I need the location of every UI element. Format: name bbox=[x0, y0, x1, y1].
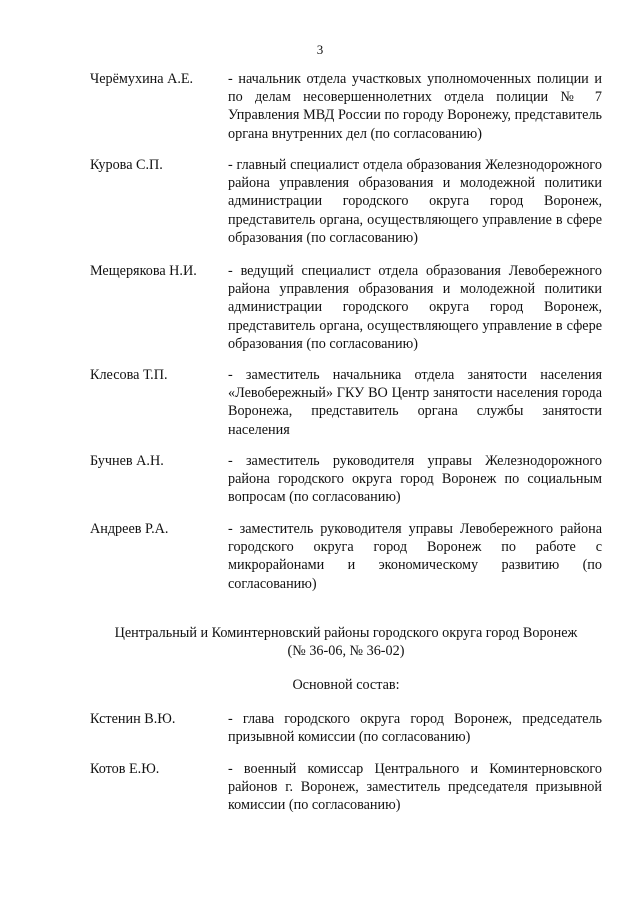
member-entry bbox=[90, 366, 602, 439]
member-entry bbox=[90, 452, 602, 507]
member-description: - военный комиссар Центрального и Коминтерновского районов г. Воронеж, заместитель председателя призывной комиссии (по согласованию) bbox=[228, 761, 602, 814]
section-title-numbers: (№ 36-06, № 36-02) bbox=[287, 643, 405, 660]
member-description: - ведущий специалист отдела образования Левобережного района управления образования и молодежной политики администрации городского округа город Воронеж, представитель органа, осуществляющего управление в сфере образования (по согласованию) bbox=[228, 263, 602, 352]
member-name: Бучнев А.Н. bbox=[90, 453, 164, 469]
section-title bbox=[86, 624, 606, 660]
member-entry bbox=[90, 262, 602, 353]
member-name: Андреев Р.А. bbox=[90, 521, 169, 537]
member-name: Курова С.П. bbox=[90, 157, 163, 173]
member-description: - заместитель руководителя управы Железнодорожного района городского округа город Воронеж по социальным вопросам (по согласованию) bbox=[228, 453, 602, 506]
member-name: Котов Е.Ю. bbox=[90, 761, 160, 777]
member-name: Мещерякова Н.И. bbox=[90, 263, 197, 279]
member-entry bbox=[90, 70, 602, 143]
member-description: - глава городского округа город Воронеж, председатель призывной комиссии (по согласованию) bbox=[228, 711, 602, 746]
member-name: Кстенин В.Ю. bbox=[90, 711, 176, 727]
member-name: Клесова Т.П. bbox=[90, 367, 168, 383]
page-number: 3 bbox=[316, 42, 324, 57]
member-description: - главный специалист отдела образования Железнодорожного района управления образования и молодежной политики администрации городского округа город Воронеж, представитель органа, осуществляющего управление в сфере образования (по согласованию) bbox=[228, 157, 602, 246]
member-entry bbox=[90, 760, 602, 815]
member-name: Черёмухина А.Е. bbox=[90, 71, 194, 87]
member-entry bbox=[90, 520, 602, 593]
member-description: - начальник отдела участковых уполномоченных полиции и по делам несовершеннолетних отдела полиции № 7 Управления МВД России по городу Воронежу, представитель органа внутренних дел (по согласованию) bbox=[228, 71, 602, 142]
member-description: - заместитель руководителя управы Левобережного района городского округа город Воронеж по работе с микрорайонами и экономическому развитию (по согласованию) bbox=[228, 521, 602, 592]
subsection-title: Основной состав: bbox=[292, 677, 400, 693]
member-description: - заместитель начальника отдела занятости населения «Левобережный» ГКУ ВО Центр занятости населения города Воронежа, представитель органа службы занятости населения bbox=[228, 367, 602, 438]
section-title-line: Центральный и Коминтерновский районы городского округа город Воронеж bbox=[114, 625, 578, 641]
member-entry bbox=[90, 156, 602, 247]
member-entry bbox=[90, 710, 602, 746]
